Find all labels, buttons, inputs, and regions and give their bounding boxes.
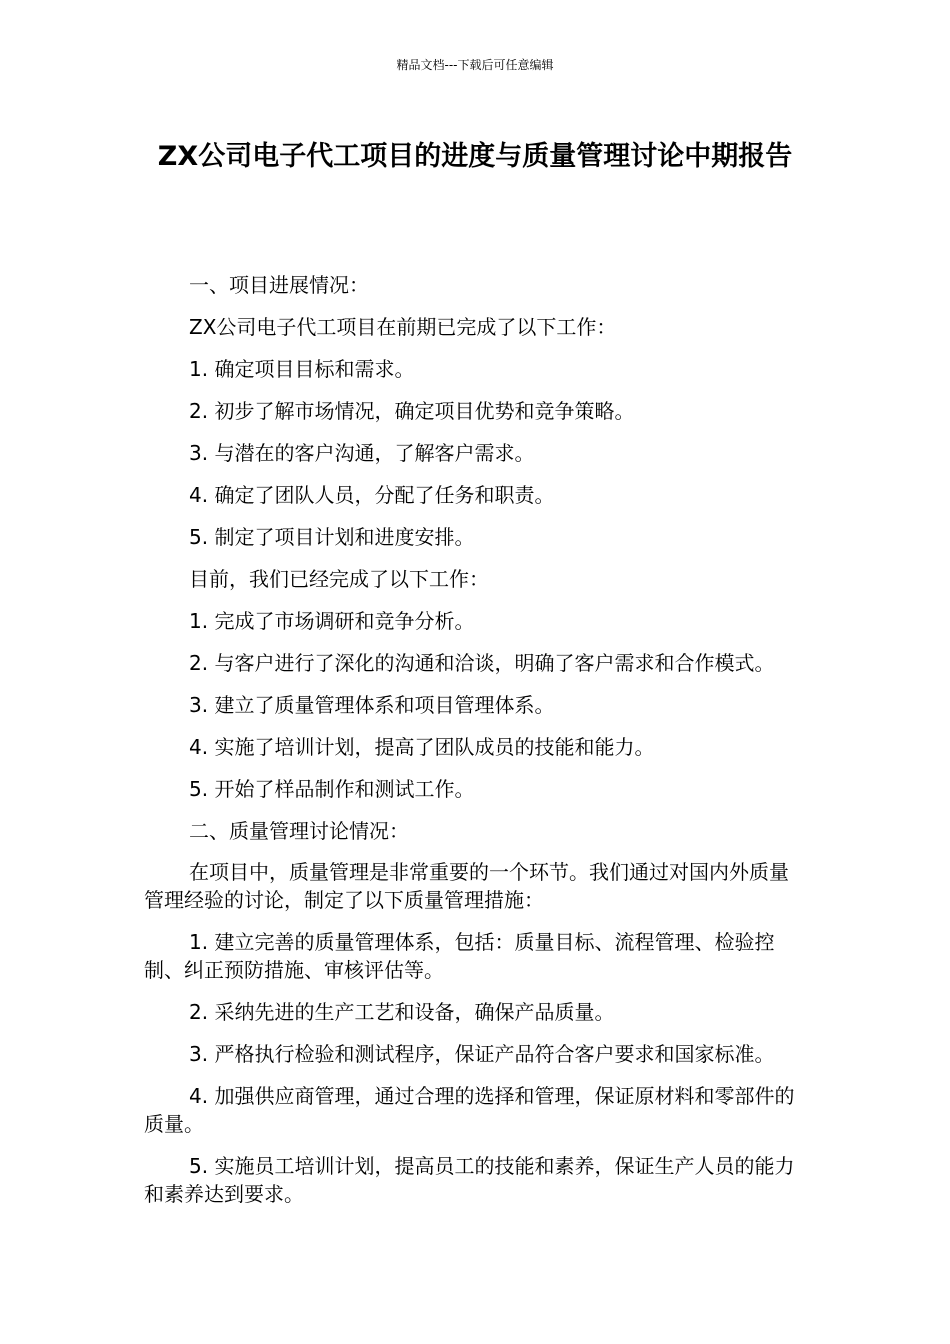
list-item: 5. 开始了样品制作和测试工作。: [189, 777, 475, 801]
quality-intro-paragraph: 在项目中，质量管理是非常重要的一个环节。我们通过对国内外质量管理经验的讨论，制定了以下质量管理措施：: [144, 860, 789, 912]
list-item: 2. 与客户进行了深化的沟通和洽谈，明确了客户需求和合作模式。: [189, 651, 775, 675]
list-item: 2. 采纳先进的生产工艺和设备，确保产品质量。: [189, 1000, 615, 1024]
progress-intro: ZX公司电子代工项目在前期已完成了以下工作：: [189, 315, 617, 339]
list-item: 2. 初步了解市场情况，确定项目优势和竞争策略。: [189, 399, 635, 423]
document-title: ZX公司电子代工项目的进度与质量管理讨论中期报告: [157, 141, 793, 172]
list-item: 1. 建立完善的质量管理体系，包括：质量目标、流程管理、检验控制、纠正预防措施、审核评估等。: [144, 930, 775, 982]
page-header: 精品文档---下载后可任意编辑: [396, 58, 554, 72]
list-item: 5. 制定了项目计划和进度安排。: [189, 525, 475, 549]
document-body: [144, 270, 804, 1222]
list-item: 3. 建立了质量管理体系和项目管理体系。: [189, 693, 555, 717]
section-heading-progress: 一、项目进展情况：: [189, 273, 369, 297]
list-item: 5. 实施员工培训计划，提高员工的技能和素养，保证生产人员的能力和素养达到要求。: [144, 1154, 795, 1206]
list-item: 4. 实施了培训计划，提高了团队成员的技能和能力。: [189, 735, 655, 759]
list-item: 1. 完成了市场调研和竞争分析。: [189, 609, 475, 633]
list-item: 3. 严格执行检验和测试程序，保证产品符合客户要求和国家标准。: [189, 1042, 775, 1066]
list-item: 4. 确定了团队人员，分配了任务和职责。: [189, 483, 555, 507]
list-item: 1. 确定项目目标和需求。: [189, 357, 415, 381]
current-work-intro: 目前，我们已经完成了以下工作：: [189, 567, 489, 591]
section-heading-quality: 二、质量管理讨论情况：: [189, 819, 409, 843]
list-item: 4. 加强供应商管理，通过合理的选择和管理，保证原材料和零部件的质量。: [144, 1084, 795, 1136]
list-item: 3. 与潜在的客户沟通，了解客户需求。: [189, 441, 535, 465]
